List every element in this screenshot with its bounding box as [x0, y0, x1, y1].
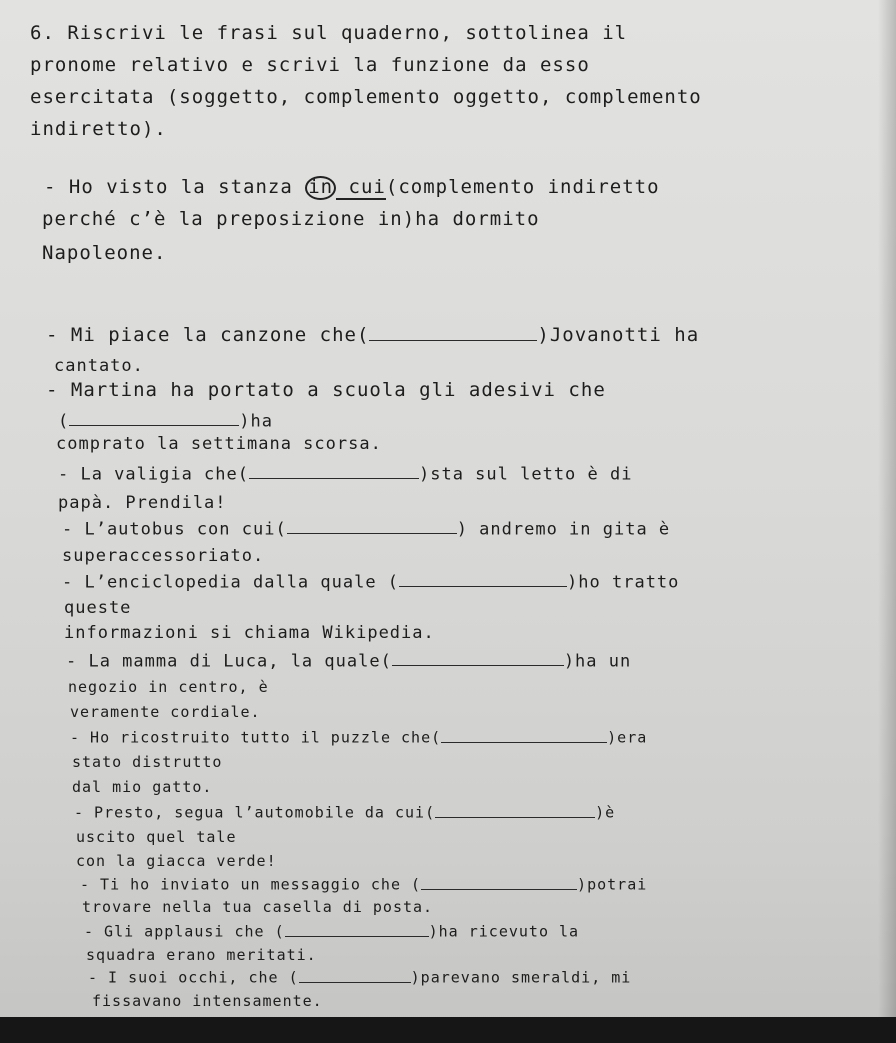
- exercise-1-line-1: [46, 323, 699, 346]
- answer-blank-9[interactable]: [421, 875, 577, 890]
- exercise-3-line-1: [58, 463, 632, 484]
- exercise-2-line-2: [58, 410, 273, 431]
- exercise-10-text-b: )ha ricevuto la: [428, 922, 580, 941]
- exercise-4-text-a: - L’autobus con cui(: [62, 519, 287, 540]
- exercise-2-text-c: )ha: [239, 411, 273, 432]
- instruction-line-1: 6. Riscrivi le frasi sul quaderno, sottolinea il: [30, 22, 628, 44]
- exercise-7-line-1: [70, 728, 647, 747]
- instruction-line-4: indiretto).: [30, 118, 167, 140]
- exercise-2-line-3: comprato la settimana scorsa.: [56, 434, 382, 454]
- exercise-6-text-b: )ha un: [563, 651, 632, 672]
- exercise-10-line-2: squadra erano meritati.: [86, 946, 317, 964]
- exercise-7-text-b: )era: [607, 728, 648, 747]
- exercise-5-text-b: )ho tratto: [567, 572, 680, 593]
- exercise-9-text-b: )potrai: [577, 875, 648, 894]
- exercise-4-line-2: superaccessoriato.: [62, 546, 265, 566]
- example-function-note: (complemento indiretto: [385, 176, 660, 198]
- underlined-pronoun: cui: [336, 176, 386, 198]
- exercise-9-line-1: [80, 875, 647, 894]
- answer-blank-4[interactable]: [287, 518, 457, 534]
- exercise-3-text-a: - La valigia che(: [58, 464, 249, 485]
- example-line-2: perché c’è la preposizione in)ha dormito: [42, 208, 540, 230]
- exercise-3-line-2: papà. Prendila!: [58, 493, 227, 513]
- exercise-6-line-1: [66, 650, 631, 671]
- exercise-2-line-1: - Martina ha portato a scuola gli adesivi che: [46, 379, 606, 401]
- exercise-1-line-2: cantato.: [54, 356, 144, 376]
- answer-blank-10[interactable]: [285, 922, 429, 937]
- exercise-7-line-3: dal mio gatto.: [72, 778, 213, 796]
- answer-blank-2[interactable]: [69, 410, 239, 426]
- dark-bottom-border: [0, 1017, 896, 1043]
- exercise-9-text-a: - Ti ho inviato un messaggio che (: [80, 875, 422, 894]
- exercise-5-line-2: queste: [64, 598, 132, 618]
- instruction-line-2: pronome relativo e scrivi la funzione da esso: [30, 54, 590, 76]
- exercise-6-line-3: veramente cordiale.: [70, 703, 261, 721]
- exercise-3-text-b: )sta sul letto è di: [419, 464, 633, 485]
- exercise-8-line-1: [74, 803, 615, 822]
- exercise-4-text-b: ) andremo in gita è: [456, 519, 671, 540]
- example-prefix: - Ho visto la stanza: [44, 176, 306, 198]
- circled-preposition: in: [305, 176, 336, 200]
- exercise-7-line-2: stato distrutto: [72, 753, 223, 771]
- exercise-10-line-1: [84, 922, 579, 941]
- answer-blank-1[interactable]: [369, 323, 537, 341]
- exercise-4-line-1: [62, 518, 670, 539]
- exercise-11-text-a: - I suoi occhi, che (: [88, 968, 299, 987]
- exercise-9-line-2: trovare nella tua casella di posta.: [82, 898, 434, 916]
- exercise-6-text-a: - La mamma di Luca, la quale(: [66, 651, 392, 672]
- exercise-10-text-a: - Gli applausi che (: [84, 922, 285, 941]
- answer-blank-7[interactable]: [441, 728, 607, 743]
- exercise-11-line-1: [88, 968, 631, 987]
- exercise-5-line-3: informazioni si chiama Wikipedia.: [64, 623, 435, 643]
- page-edge-shadow: [878, 0, 896, 1043]
- answer-blank-8[interactable]: [435, 803, 595, 818]
- example-line-3: Napoleone.: [42, 242, 167, 264]
- exercise-5-text-a: - L’enciclopedia dalla quale (: [62, 572, 400, 593]
- instruction-line-3: esercitata (soggetto, complemento oggetto, complemento: [30, 86, 702, 108]
- exercise-5-line-1: [62, 571, 679, 592]
- answer-blank-3[interactable]: [249, 463, 419, 479]
- answer-blank-6[interactable]: [392, 650, 564, 666]
- exercise-2-text-b: (: [58, 411, 70, 432]
- exercise-11-text-b: )parevano smeraldi, mi: [410, 968, 632, 987]
- example-line-1: [44, 176, 660, 200]
- exercise-1-text-b: )Jovanotti ha: [537, 324, 700, 347]
- exercise-6-line-2: negozio in centro, è: [68, 678, 269, 696]
- exercise-8-text-a: - Presto, segua l’automobile da cui(: [74, 803, 436, 822]
- exercise-8-text-b: )è: [595, 803, 616, 822]
- exercise-11-line-2: fissavano intensamente.: [92, 992, 323, 1010]
- answer-blank-5[interactable]: [399, 571, 567, 587]
- exercise-1-text-a: - Mi piace la canzone che(: [46, 324, 370, 347]
- exercise-8-line-3: con la giacca verde!: [76, 852, 277, 870]
- answer-blank-11[interactable]: [299, 968, 411, 983]
- exercise-7-text-a: - Ho ricostruito tutto il puzzle che(: [70, 728, 442, 747]
- exercise-8-line-2: uscito quel tale: [76, 828, 237, 846]
